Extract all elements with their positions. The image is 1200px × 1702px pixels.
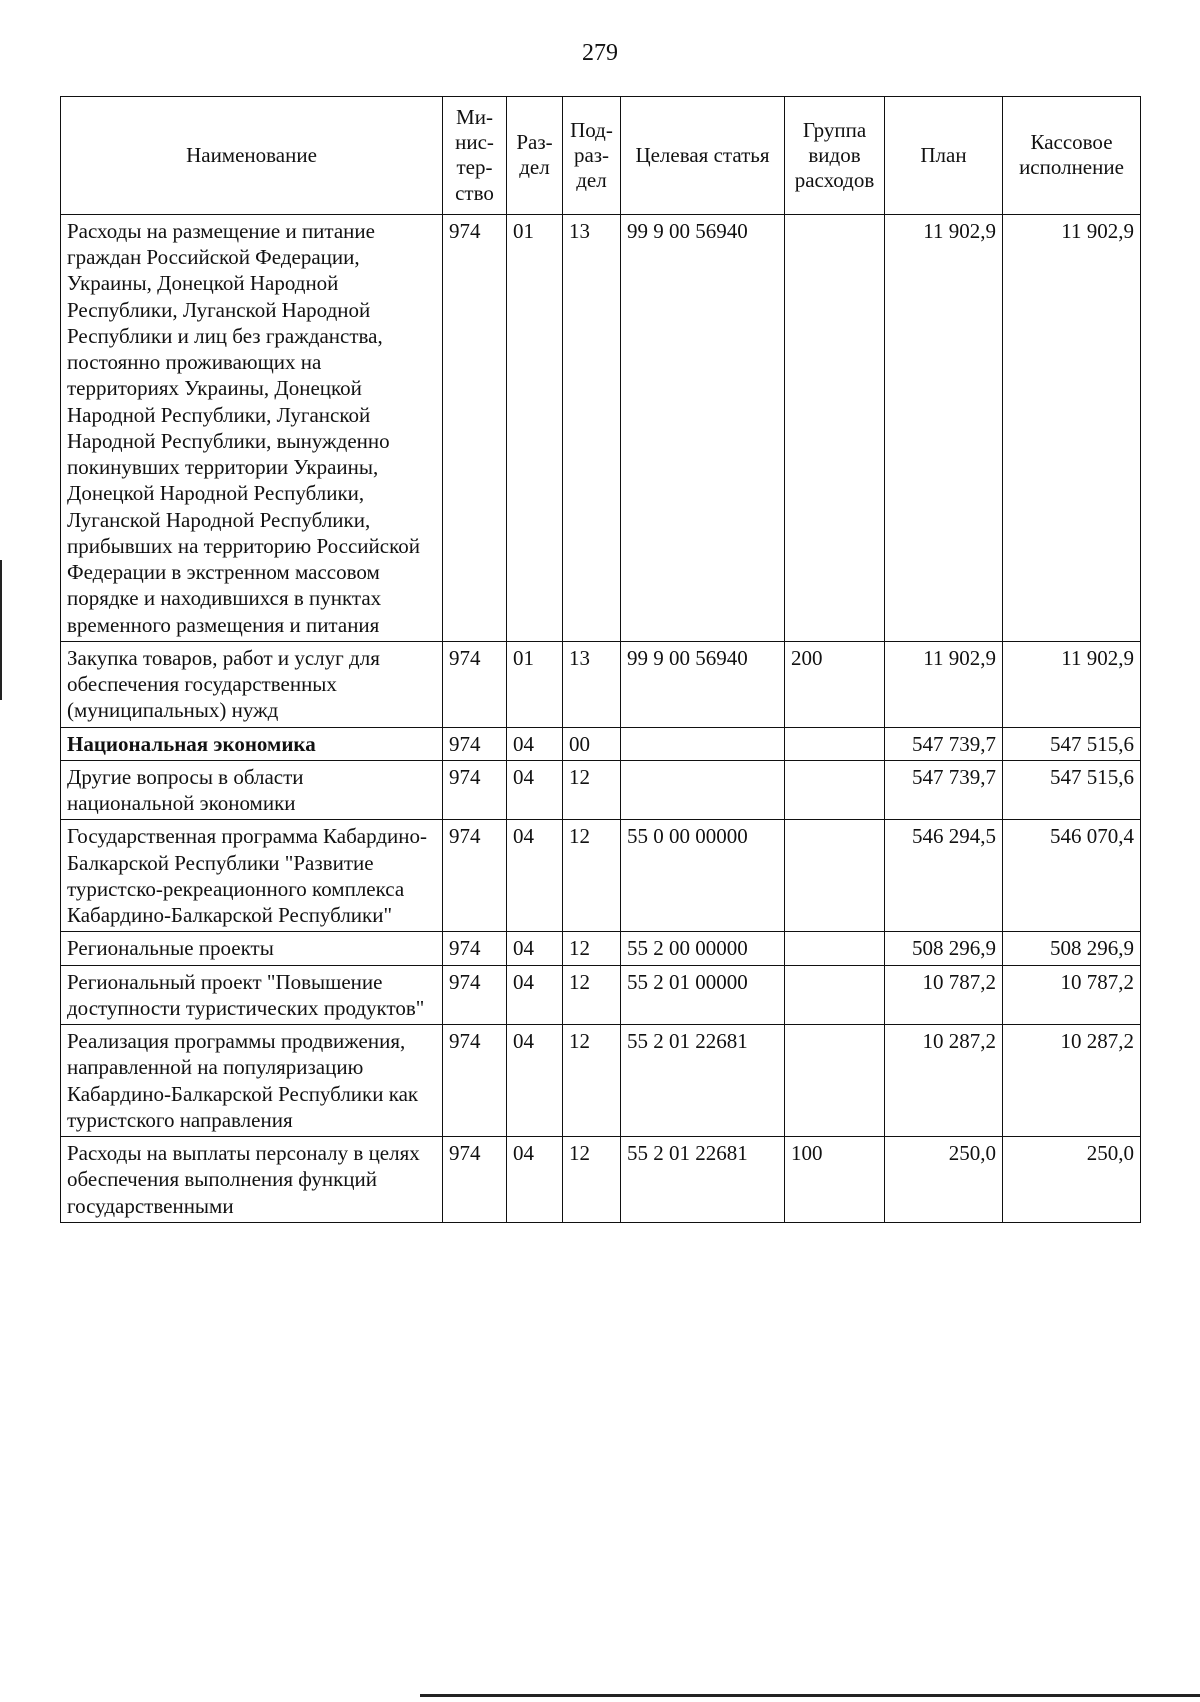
cell-expense-group: 100 (785, 1137, 885, 1223)
cell-section: 04 (507, 727, 563, 760)
cell-plan: 11 902,9 (885, 214, 1003, 641)
cell-target-article: 55 2 01 00000 (621, 965, 785, 1025)
cell-execution: 11 902,9 (1003, 214, 1141, 641)
cell-execution: 508 296,9 (1003, 932, 1141, 965)
cell-ministry: 974 (443, 727, 507, 760)
table-row (61, 1137, 1141, 1223)
cell-section: 04 (507, 760, 563, 820)
header-execution: Кассовое исполнение (1003, 97, 1141, 215)
cell-name: Региональные проекты (61, 932, 443, 965)
cell-execution: 250,0 (1003, 1137, 1141, 1223)
cell-section: 04 (507, 965, 563, 1025)
cell-section: 04 (507, 820, 563, 932)
header-section: Раз-дел (507, 97, 563, 215)
table-header (61, 97, 1141, 215)
cell-plan: 10 787,2 (885, 965, 1003, 1025)
table-row (61, 727, 1141, 760)
header-expense-group: Группа видов расходов (785, 97, 885, 215)
cell-name: Расходы на размещение и питание граждан Российской Федерации, Украины, Донецкой Народной Республики, Луганской Народной Республики и лиц без гражданства, постоянно проживающих на территориях Украины, Донецкой Народной Республики, Луганской Народной Республики, вынужденно покинувших территории Украины, Донецкой Народной Республики, Луганской Народной Республики, прибывших на территорию Российской Федерации в экстренном массовом порядке и находившихся в пунктах временного размещения и питания (61, 214, 443, 641)
cell-section: 04 (507, 932, 563, 965)
cell-name: Национальная экономика (61, 727, 443, 760)
cell-expense-group (785, 965, 885, 1025)
table-row (61, 932, 1141, 965)
cell-name: Региональный проект "Повышение доступности туристических продуктов" (61, 965, 443, 1025)
cell-expense-group (785, 214, 885, 641)
cell-subsection: 12 (563, 1025, 621, 1137)
cell-ministry: 974 (443, 214, 507, 641)
cell-target-article (621, 760, 785, 820)
cell-ministry: 974 (443, 932, 507, 965)
table-body (61, 214, 1141, 1222)
table-row (61, 641, 1141, 727)
cell-subsection: 00 (563, 727, 621, 760)
cell-ministry: 974 (443, 760, 507, 820)
cell-execution: 547 515,6 (1003, 760, 1141, 820)
cell-subsection: 13 (563, 641, 621, 727)
cell-plan: 547 739,7 (885, 727, 1003, 760)
cell-execution: 10 787,2 (1003, 965, 1141, 1025)
cell-execution: 547 515,6 (1003, 727, 1141, 760)
cell-subsection: 12 (563, 965, 621, 1025)
cell-execution: 11 902,9 (1003, 641, 1141, 727)
cell-subsection: 13 (563, 214, 621, 641)
cell-section: 01 (507, 641, 563, 727)
table-row (61, 965, 1141, 1025)
cell-plan: 508 296,9 (885, 932, 1003, 965)
cell-section: 04 (507, 1137, 563, 1223)
cell-execution: 546 070,4 (1003, 820, 1141, 932)
table-row (61, 760, 1141, 820)
cell-plan: 11 902,9 (885, 641, 1003, 727)
budget-table (60, 96, 1141, 1223)
cell-plan: 250,0 (885, 1137, 1003, 1223)
header-name: Наименование (61, 97, 443, 215)
cell-ministry: 974 (443, 965, 507, 1025)
cell-target-article: 55 2 01 22681 (621, 1025, 785, 1137)
cell-target-article: 55 2 00 00000 (621, 932, 785, 965)
cell-target-article: 99 9 00 56940 (621, 641, 785, 727)
header-plan: План (885, 97, 1003, 215)
cell-subsection: 12 (563, 760, 621, 820)
cell-execution: 10 287,2 (1003, 1025, 1141, 1137)
cell-subsection: 12 (563, 820, 621, 932)
cell-ministry: 974 (443, 1025, 507, 1137)
header-subsection: Под-раз-дел (563, 97, 621, 215)
header-row (61, 97, 1141, 215)
table-row (61, 820, 1141, 932)
cell-section: 01 (507, 214, 563, 641)
scan-edge-line (420, 1694, 1200, 1697)
cell-ministry: 974 (443, 820, 507, 932)
cell-expense-group (785, 727, 885, 760)
cell-name: Расходы на выплаты персоналу в целях обеспечения выполнения функций государственными (61, 1137, 443, 1223)
table-row (61, 214, 1141, 641)
cell-target-article: 55 2 01 22681 (621, 1137, 785, 1223)
cell-plan: 10 287,2 (885, 1025, 1003, 1137)
cell-expense-group (785, 760, 885, 820)
cell-expense-group (785, 820, 885, 932)
cell-expense-group: 200 (785, 641, 885, 727)
cell-name: Закупка товаров, работ и услуг для обеспечения государственных (муниципальных) нужд (61, 641, 443, 727)
cell-name: Государственная программа Кабардино-Балкарской Республики "Развитие туристско-рекреационного комплекса Кабардино-Балкарской Республики" (61, 820, 443, 932)
cell-plan: 546 294,5 (885, 820, 1003, 932)
cell-subsection: 12 (563, 1137, 621, 1223)
cell-name: Реализация программы продвижения, направленной на популяризацию Кабардино-Балкарской Республики как туристского направления (61, 1025, 443, 1137)
cell-subsection: 12 (563, 932, 621, 965)
cell-expense-group (785, 932, 885, 965)
cell-target-article (621, 727, 785, 760)
cell-section: 04 (507, 1025, 563, 1137)
cell-ministry: 974 (443, 1137, 507, 1223)
header-target-article: Целевая статья (621, 97, 785, 215)
cell-target-article: 99 9 00 56940 (621, 214, 785, 641)
cell-expense-group (785, 1025, 885, 1137)
page-number: 279 (582, 40, 618, 66)
cell-name: Другие вопросы в области национальной экономики (61, 760, 443, 820)
budget-table-container (60, 96, 1140, 1223)
scan-edge-mark (0, 560, 2, 700)
cell-target-article: 55 0 00 00000 (621, 820, 785, 932)
cell-ministry: 974 (443, 641, 507, 727)
cell-plan: 547 739,7 (885, 760, 1003, 820)
header-ministry: Ми-нис-тер-ство (443, 97, 507, 215)
table-row (61, 1025, 1141, 1137)
